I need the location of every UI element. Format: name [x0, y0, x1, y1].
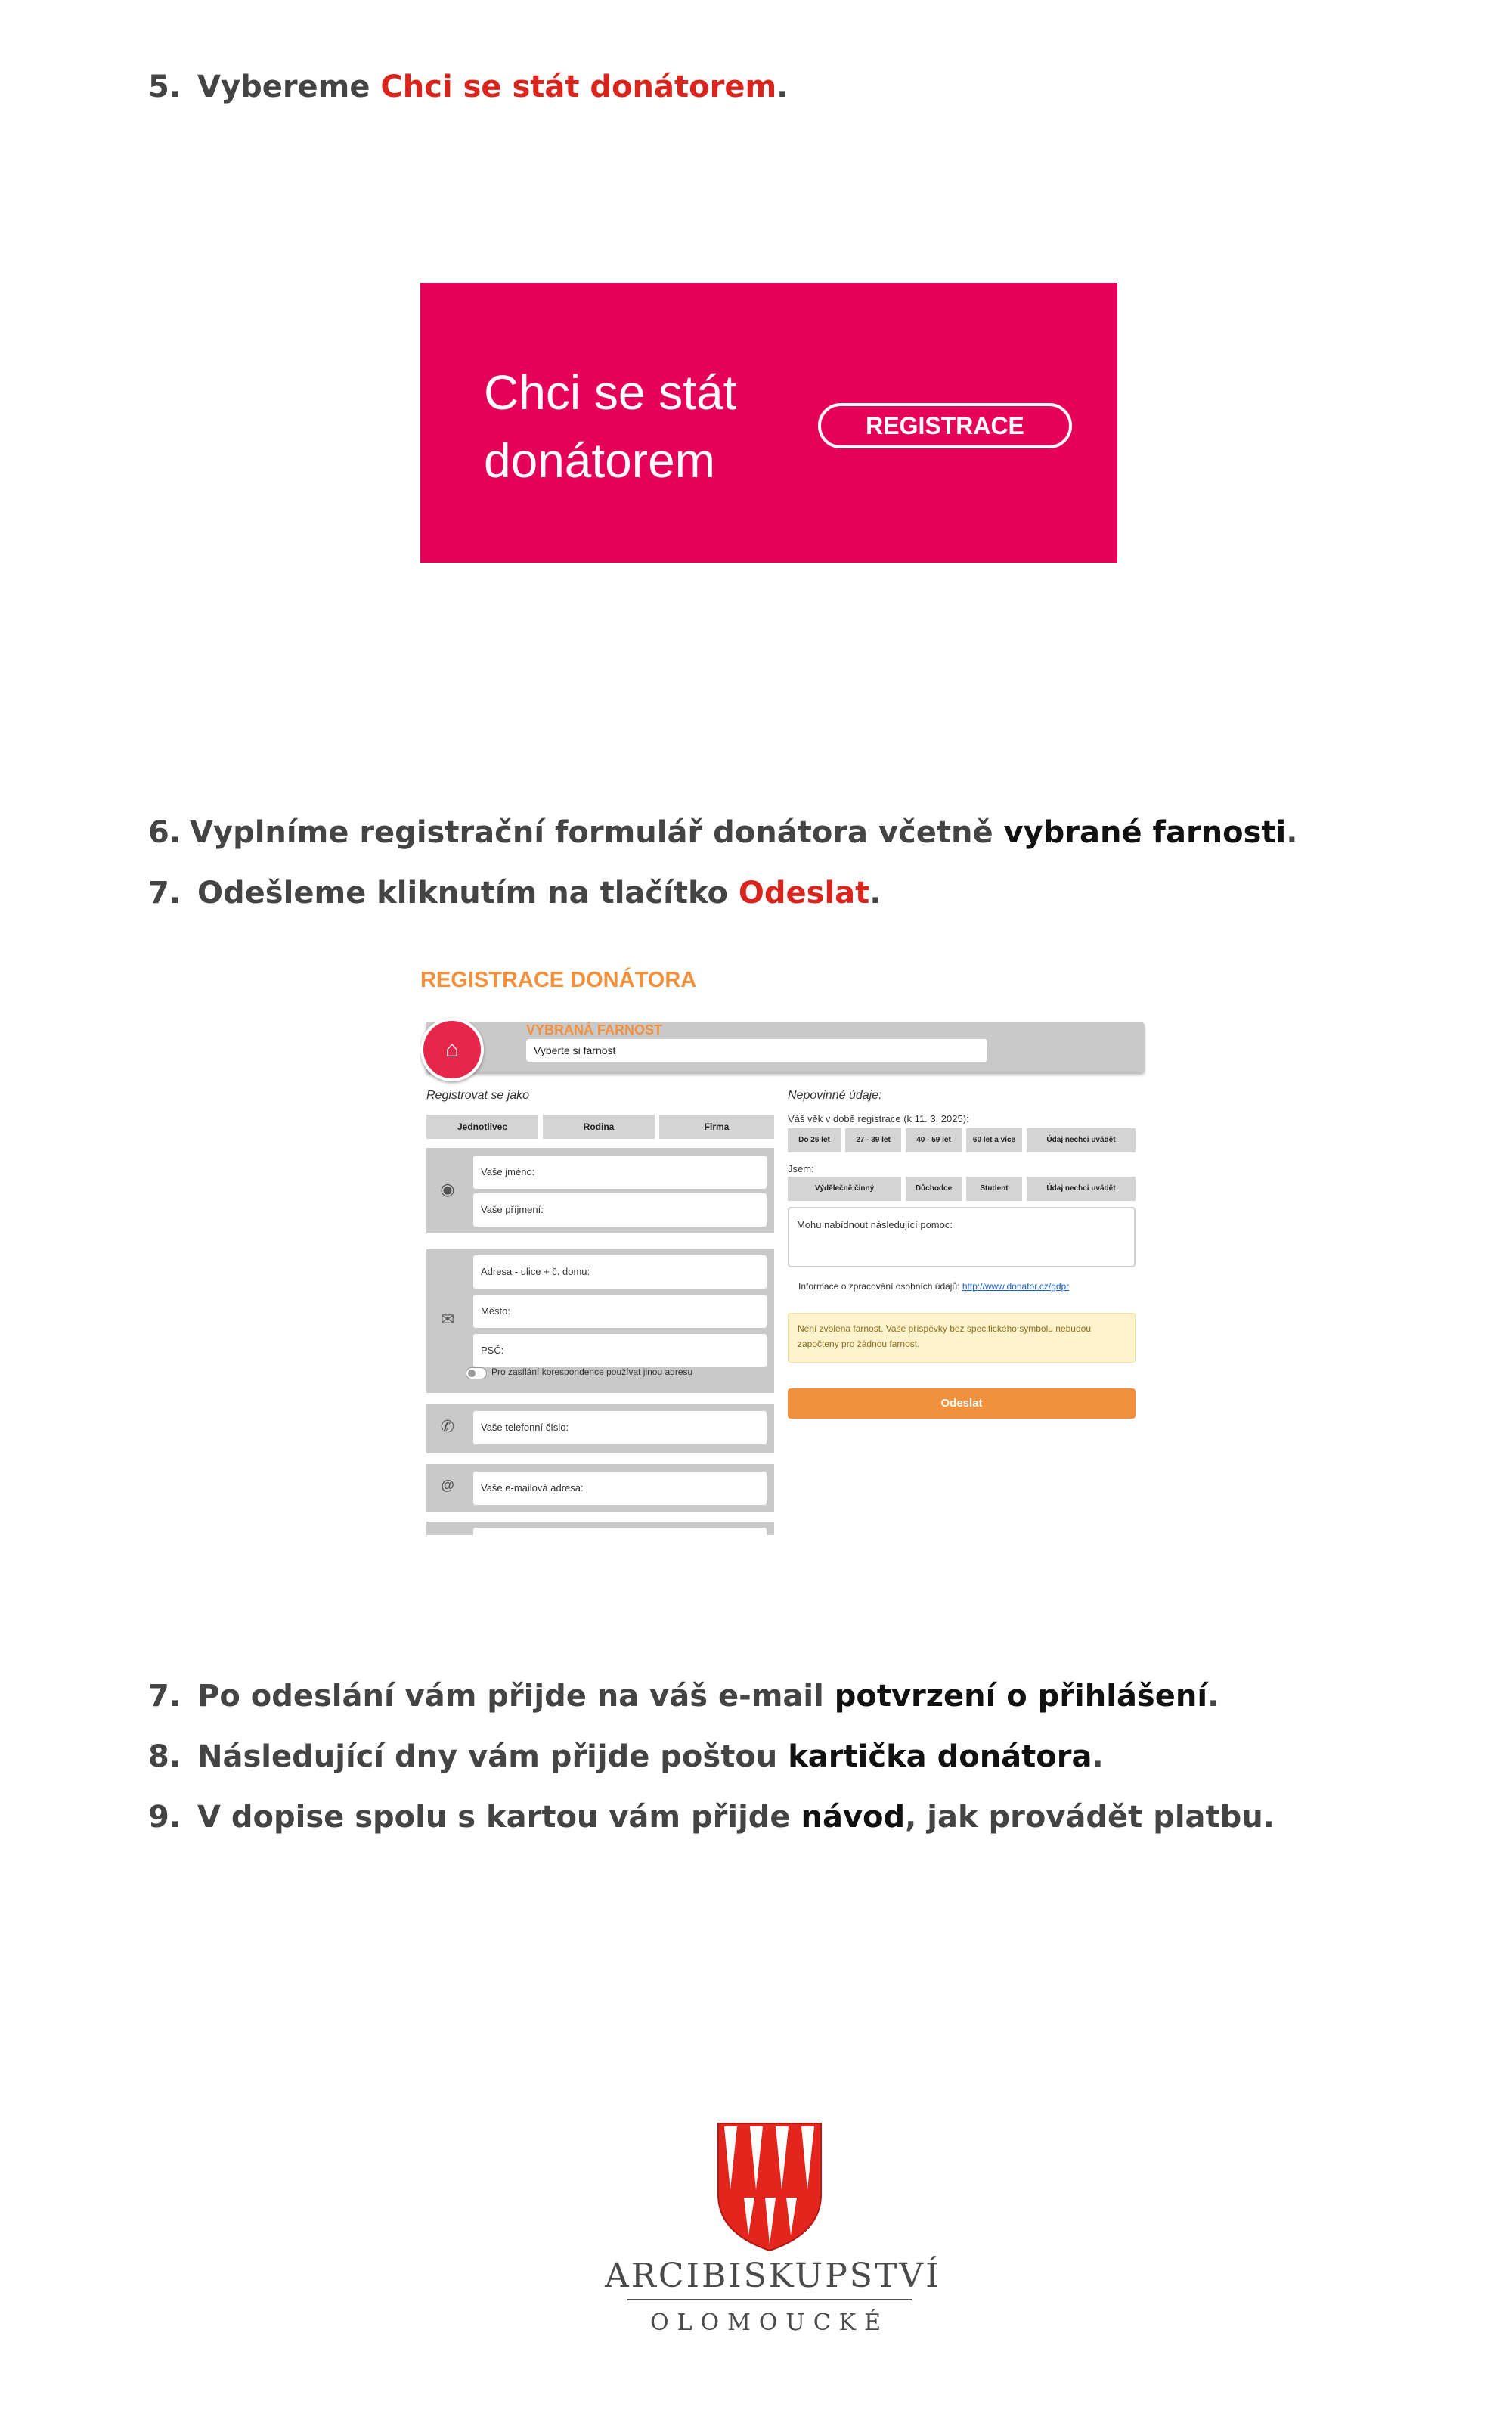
parish-label: VYBRANÁ FARNOST — [526, 1022, 663, 1038]
user-icon: ◉ — [440, 1180, 455, 1199]
registration-form-screenshot — [420, 960, 1146, 1535]
age-option[interactable]: 27 - 39 let — [845, 1128, 901, 1152]
parish-warning: Není zvolena farnost. Vaše příspěvky bez specifického symbolu nebudou započteny pro žádnou farnost. — [788, 1313, 1136, 1363]
banner-text: Chci se stát donátorem — [484, 365, 737, 488]
type-company-button[interactable]: Firma — [659, 1115, 774, 1139]
archdiocese-name: ARCIBISKUPSTVÍ — [605, 2257, 941, 2295]
step-9: 9. V dopise spolu s kartou vám přijde návod, jak provádět platbu. — [148, 1800, 1275, 1835]
step-number: 5. — [148, 70, 181, 104]
zip-input[interactable]: PSČ: — [473, 1334, 767, 1367]
type-family-button[interactable]: Rodina — [543, 1115, 655, 1139]
address-input[interactable]: Adresa - ulice + č. domu: — [473, 1255, 767, 1289]
next-block — [426, 1522, 774, 1535]
privacy-link[interactable]: http://www.donator.cz/gdpr — [962, 1281, 1070, 1292]
submit-button[interactable]: Odeslat — [788, 1388, 1136, 1419]
step-highlight: návod — [801, 1800, 906, 1835]
divider — [627, 2299, 912, 2300]
registrace-button[interactable]: REGISTRACE — [818, 403, 1072, 448]
form-title: REGISTRACE DONÁTORA — [420, 968, 697, 992]
privacy-info: Informace o zpracování osobních údajů: http://www.donator.cz/gdpr — [798, 1281, 1070, 1292]
email-input[interactable]: Vaše e-mailová adresa: — [473, 1472, 767, 1505]
phone-icon: ✆ — [440, 1417, 455, 1436]
at-icon: @ — [441, 1478, 454, 1493]
step-number: 8. — [148, 1739, 181, 1774]
age-option[interactable]: 60 let a více — [966, 1128, 1022, 1152]
step-number: 6. — [148, 815, 181, 850]
age-option[interactable]: 40 - 59 let — [906, 1128, 962, 1152]
step-number: 9. — [148, 1800, 181, 1835]
name-block — [426, 1148, 774, 1233]
type-individual-button[interactable]: Jednotlivec — [426, 1115, 538, 1139]
envelope-icon: ✉ — [440, 1310, 455, 1329]
step-6: 6. Vyplníme registrační formulář donátora včetně vybrané farnosti. — [148, 815, 1298, 850]
occupation-option[interactable]: Výdělečně činný — [788, 1177, 901, 1201]
step-highlight: vybrané farnosti — [1003, 815, 1287, 850]
next-input[interactable] — [473, 1528, 767, 1535]
last-name-input[interactable]: Vaše příjmení: — [473, 1193, 767, 1227]
age-label: Váš věk v době registrace (k 11. 3. 2025): — [788, 1113, 969, 1124]
phone-input[interactable]: Vaše telefonní číslo: — [473, 1411, 767, 1444]
step-8: 8. Následující dny vám přijde poštou kartička donátora. — [148, 1739, 1104, 1774]
iam-label: Jsem: — [788, 1163, 814, 1174]
occupation-option[interactable]: Student — [966, 1177, 1022, 1201]
parish-select[interactable]: Vyberte si farnost — [526, 1039, 987, 1062]
step-highlight: Odeslat — [738, 876, 870, 910]
occupation-option[interactable]: Důchodce — [906, 1177, 962, 1201]
step-highlight: kartička donátora — [788, 1739, 1092, 1774]
register-as-label: Registrovat se jako — [426, 1089, 530, 1102]
step-number: 7. — [148, 1679, 181, 1714]
alt-address-toggle[interactable] — [466, 1367, 487, 1379]
step-highlight: potvrzení o přihlášení — [834, 1679, 1208, 1714]
first-name-input[interactable]: Vaše jméno: — [473, 1156, 767, 1189]
archdiocese-subtitle: OLOMOUCKÉ — [650, 2309, 889, 2336]
phone-block — [426, 1404, 774, 1453]
alt-address-label: Pro zasílání korespondence používat jinou adresu — [491, 1366, 693, 1377]
age-option[interactable]: Údaj nechci uvádět — [1027, 1128, 1136, 1152]
step-7-send: 7. Odešleme kliknutím na tlačítko Odeslat. — [148, 876, 881, 910]
parish-logo-icon: ⌂ — [420, 1018, 484, 1081]
age-option[interactable]: Do 26 let — [788, 1128, 841, 1152]
step-5: 5. Vybereme Chci se stát donátorem. — [148, 70, 789, 104]
help-textarea[interactable]: Mohu nabídnout následující pomoc: — [788, 1207, 1136, 1267]
step-7-email: 7. Po odeslání vám přijde na váš e-mail potvrzení o přihlášení. — [148, 1679, 1219, 1714]
city-input[interactable]: Město: — [473, 1295, 767, 1328]
step-number: 7. — [148, 876, 181, 910]
donor-banner — [420, 283, 1117, 563]
occupation-option[interactable]: Údaj nechci uvádět — [1027, 1177, 1136, 1201]
step-highlight: Chci se stát donátorem — [380, 70, 777, 104]
optional-label: Nepovinné údaje: — [788, 1089, 882, 1102]
coat-of-arms-icon — [717, 2122, 823, 2252]
email-block — [426, 1464, 774, 1512]
